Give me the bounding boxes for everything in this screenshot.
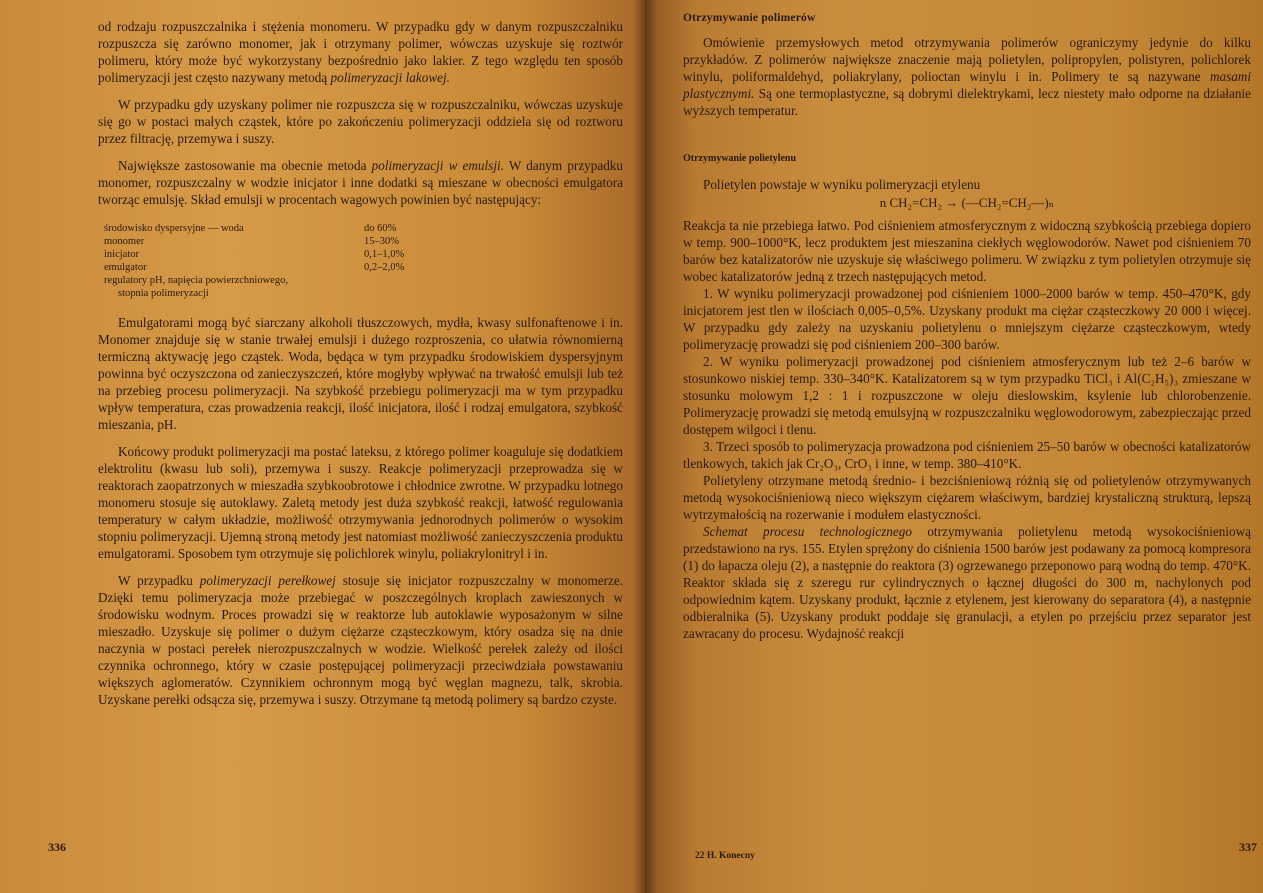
paragraph: W przypadku gdy uzyskany polimer nie rozpuszcza się w rozpuszczalniku, wówczas uzyskuje się go w postaci małych cząstek, które po zakończeniu polimeryzacji oddziela się od roztworu przez filtrację, przemywa i suszy. — [98, 97, 623, 146]
book-gutter — [633, 0, 657, 893]
paragraph: Omówienie przemysłowych metod otrzymywania polimerów ograniczymy jedynie do kilku przykładów. Z polimerów największe znaczenie mają polietylen, polipropylen, polistyren, polichlorek winylu, poliformaldehyd, poliakrylany, polioctan winylu i in. Polimery te są nazywane masami plastycznymi. Są one termoplastyczne, są dobrymi dielektrykami, lecz niestety mało odporne na działanie wyższych temperatur. — [683, 35, 1252, 118]
page-number: 336 — [48, 840, 66, 854]
section-heading: Otrzymywanie polimerów — [683, 12, 816, 24]
list-item: 3. Trzeci sposób to polimeryzacja prowadzona pod ciśnieniem 25–50 barów w obecności katalizatorów tlenkowych, takich jak Cr₂O₃, CrO₃ i inne, w temp. 380–410°K. — [683, 439, 1251, 471]
right-page — [645, 0, 1263, 893]
table-row: inicjator 0,1–1,0% — [104, 249, 405, 260]
list-item: 1. W wyniku polimeryzacji prowadzonej pod ciśnieniem 1000–2000 barów w temp. 450–470°K, gdy inicjatorem jest tlen w ilościach 0,005–0,5%. Uzyskany produkt ma ciężar cząsteczkowy 20 000 i więcej. W przypadku gdy zależy na uzyskaniu polietylenu o mniejszym ciężarze cząsteczkowym, wtedy polimeryzację prowadzi się pod ciśnieniem 200–300 barów. — [683, 286, 1251, 352]
table-row: regulatory pH, napięcia powierzchniowego, — [104, 275, 288, 286]
emulsion-composition-table — [104, 222, 623, 300]
table-row: monomer 15–30% — [104, 236, 399, 247]
paragraph: Polietylen powstaje w wyniku polimeryzacji etylenu — [703, 177, 981, 192]
table-row: emulgator 0,2–2,0% — [104, 262, 405, 273]
reaction-equation: n CH₂=CH₂ → (—CH₂=CH₂—)ₙ — [879, 195, 1055, 210]
paragraph: od rodzaju rozpuszczalnika i stężenia monomeru. W przypadku gdy w danym rozpuszczalniku rozpuszcza się zarówno monomer, jak i otrzymany polimer, wówczas uzyskuje się roztwór polimeru, który może być wykorzystany bezpośrednio jako lakier. Z tego względu ten sposób polimeryzacji jest często nazywany metodą polimeryzacji lakowej. — [98, 19, 623, 85]
paragraph: Największe zastosowanie ma obecnie metoda polimeryzacji w emulsji. W danym przypadku monomer, rozpuszczalny w wodzie inicjator i inne dodatki są mieszane w obecności emulgatora tworząc emulsję. Skład emulsji w procentach wagowych powinien być następujący: — [98, 158, 623, 207]
page-number: 337 — [1239, 840, 1257, 854]
signature-footer: 22 H. Konecny — [695, 851, 755, 861]
paragraph: W przypadku polimeryzacji perełkowej stosuje się inicjator rozpuszczalny w monomerze. Dzięki temu polimeryzacja może przebiegać w poszczególnych kroplach zawieszonych w środowisku wodnym. Proces prowadzi się w reaktorze lub autoklawie wyposażonym w silne mieszadło. Uzyskuje się polimer o dużym ciężarze cząsteczkowym, który osadza się na dnie naczynia w postaci perełek nierozpuszczalnych w wodzie. Wielkość perełek zależy od ilości czynnika ochronnego, który w czasie postępującej polimeryzacji przeciwdziała powstawaniu większych aglomeratów. Czynnikiem ochronnym mogą być węglan magnezu, talk, skrobia. Uzyskane perełki odsącza się, przemywa i suszy. Otrzymane tą metodą polimery są bardzo czyste. — [98, 573, 624, 707]
table-row: środowisko dyspersyjne — woda do 60% — [104, 223, 397, 234]
paragraph: Reakcja ta nie przebiega łatwo. Pod ciśnieniem atmosferycznym z widoczną szybkością przebiega dopiero w temp. 900–1000°K, lecz produktem jest mieszanina ciekłych węglowodorów. Nawet pod ciśnieniem 70 barów bez katalizatorów nie uzyskuje się właściwego polimeru. W związku z tym polietylen otrzymuje się wobec katalizatorów jedną z trzech następujących metod. — [683, 218, 1251, 284]
paragraph: Emulgatorami mogą być siarczany alkoholi tłuszczowych, mydła, kwasy sulfonaftenowe i in. Monomer znajduje się w stanie trwałej emulsji i dużego rozproszenia, co ułatwia równomierną termiczną aktywację jego cząstek. Woda, będąca w tym przypadku środowiskiem dyspersyjnym powinna być oczyszczona od zanieczyszczeń, które mogłyby wpływać na trwałość emulsji lub też na przebieg procesu polimeryzacji. Na szybkość przebiegu polimeryzacji ma w tym przypadku wpływ temperatura, czas prowadzenia reakcji, ilość inicjatora, ilość i rodzaj emulgatora, szybkość mieszania, pH. — [98, 315, 623, 432]
paragraph: Schemat procesu technologicznego otrzymywania polietylenu metodą wysokociśnieniową przedstawiono na rys. 155. Etylen sprężony do ciśnienia 1500 barów jest podawany za pomocą kompresora (1) do łapacza oleju (2), a następnie do reaktora (3) ogrzewanego przeponowo parą wodną do temp. 470°K. Reaktor składa się z szeregu rur cylindrycznych o łącznej długości do 300 m, nachylonych pod odpowiednim kątem. Uzyskany produkt, łącznie z etylenem, jest kierowany do separatora (4), a następnie odbieralnika (5). Uzyskany produkt poddaje się granulacji, a etylen po przejściu przez separator jest zawracany do procesu. Wydajność reakcji — [683, 524, 1251, 641]
table-row: stopnia polimeryzacji — [118, 288, 209, 299]
paragraph: Polietyleny otrzymane metodą średnio- i bezciśnieniową różnią się od polietylenów otrzymywanych metodą wysokociśnieniową nieco większym ciężarem właściwym, bardziej krystaliczną strukturą, lepszą wytrzymałością na rozerwanie i modułem elastyczności. — [683, 473, 1251, 522]
list-item: 2. W wyniku polimeryzacji prowadzonej pod ciśnieniem atmosferycznym lub też 2–6 barów w stosunkowo niskiej temp. 330–340°K. Katalizatorem są w tym przypadku TiCl₃ i Al(C₂H₅)₃ zmieszane w stosunku molowym 1,2 : 1 i rozpuszczone w oleju dieslowskim, ksylenie lub chlorobenzenie. Polimeryzację prowadzi się metodą emulsyjną w rozpuszczalniku węglowodorowym, zabezpieczając przed dostępem wilgoci i tlenu. — [683, 354, 1251, 437]
subsection-heading: Otrzymywanie polietylenu — [683, 153, 797, 164]
paragraph: Końcowy produkt polimeryzacji ma postać lateksu, z którego polimer koaguluje się dodatkiem elektrolitu (kwasu lub soli), przemywa i suszy. Reakcje polimeryzacji przeprowadza się w reaktorach zaopatrzonych w mieszadła szybkoobrotowe i chłodnice zwrotne. W przypadku lotnego monomeru stosuje się autoklawy. Zaletą metody jest duża szybkość reakcji, łatwość regulowania temperatury w całym układzie, możliwość otrzymywania jednorodnych polimerów o wysokim stopniu polimeryzacji. Ujemną stroną metody jest natomiast możliwość zanieczyszczenia produktu emulgatorami. Sposobem tym otrzymuje się polichlorek winylu, poliakrylonitryl i in. — [98, 444, 623, 561]
